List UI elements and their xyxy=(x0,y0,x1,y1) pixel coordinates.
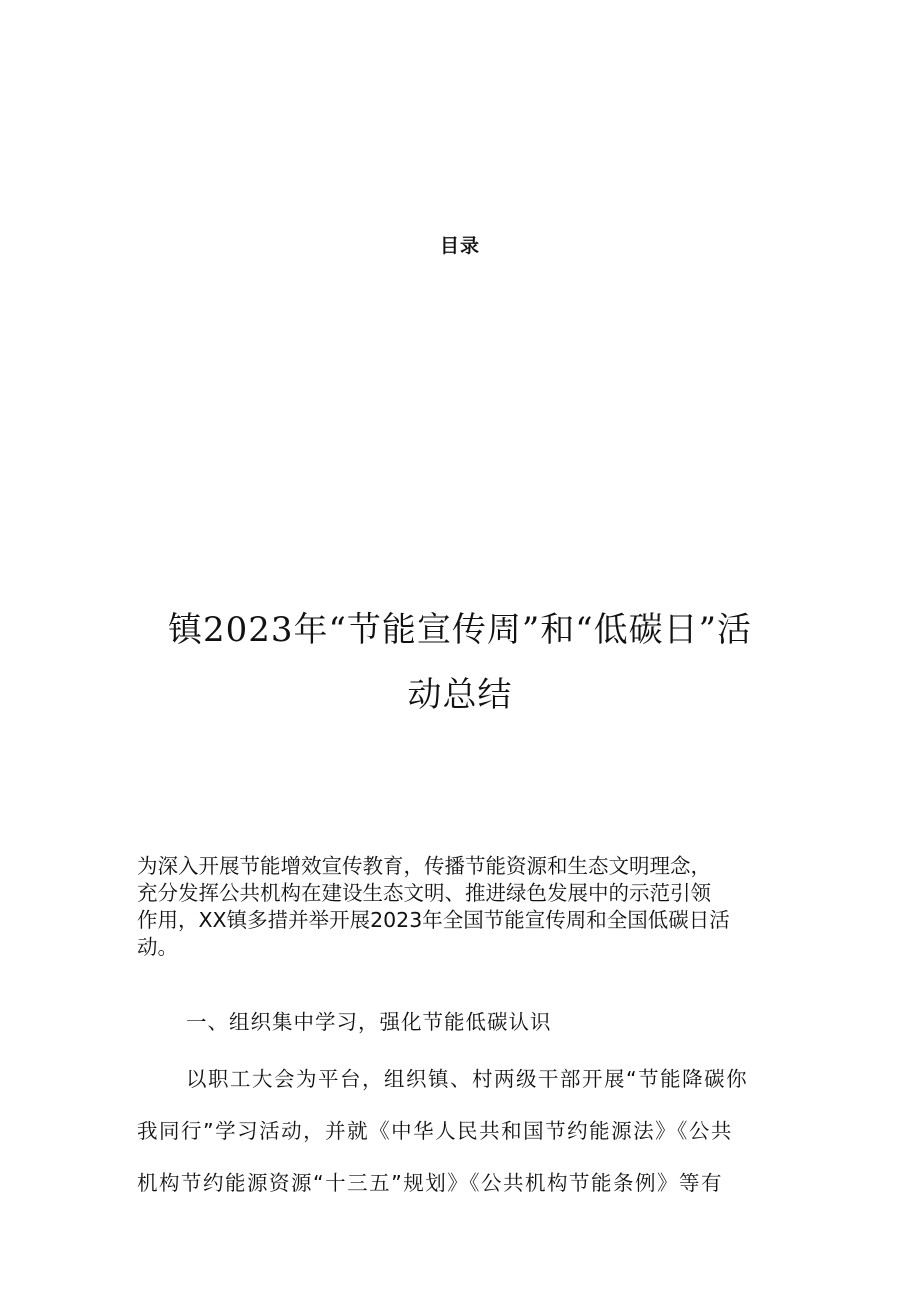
body-line: 机构节约能源资源“十三五”规划》《公共机构节能条例》等有 xyxy=(137,1171,723,1195)
intro-line: 为深入开展节能增效宣传教育，传播节能资源和生态文明理念， xyxy=(137,854,711,878)
document-title-line-1: 镇2023年“节能宣传周”和“低碳日”活 xyxy=(167,610,753,650)
document-title-line-2: 动总结 xyxy=(407,675,513,715)
toc-heading: 目录 xyxy=(439,235,480,257)
intro-line: 动。 xyxy=(137,935,178,959)
section-1-paragraph xyxy=(137,1053,787,1209)
intro-line: 充分发挥公共机构在建设生态文明、推进绿色发展中的示范引领 xyxy=(137,881,711,905)
body-line: 以职工大会为平台，组织镇、村两级干部开展“节能降碳你 xyxy=(186,1067,749,1091)
section-1-heading: 一、组织集中学习，强化节能低碳认识 xyxy=(186,1010,552,1034)
intro-line: 作用，XX镇多措并举开展2023年全国节能宣传周和全国低碳日活 xyxy=(137,908,730,932)
body-line: 我同行”学习活动，并就《中华人民共和国节约能源法》《公共 xyxy=(137,1119,733,1143)
intro-paragraph xyxy=(137,853,787,961)
